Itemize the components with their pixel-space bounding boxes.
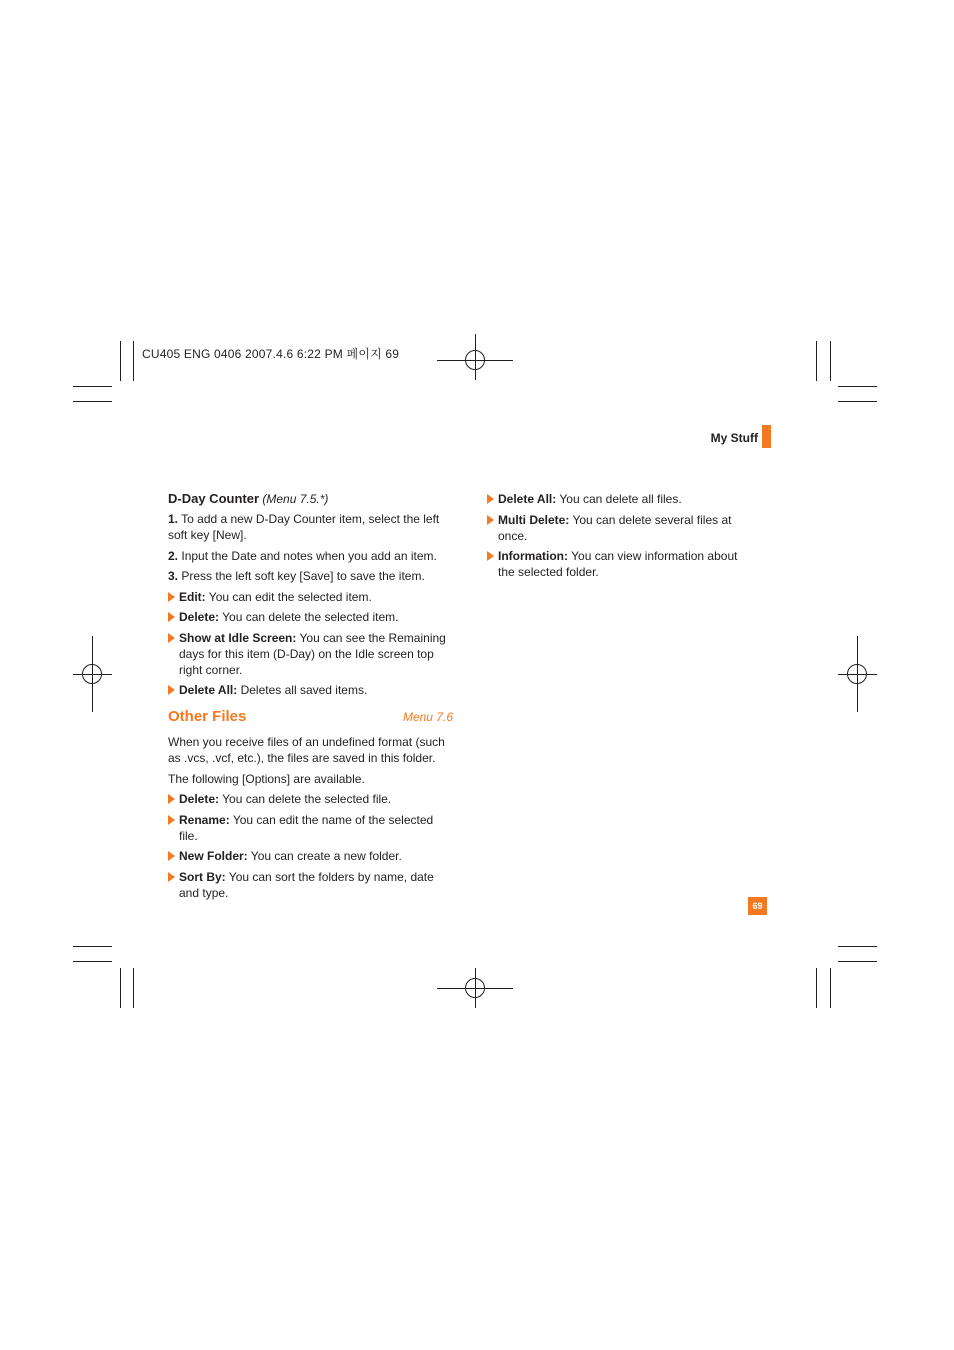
folder-options	[487, 491, 757, 580]
option-item	[487, 512, 757, 544]
step-item	[168, 548, 453, 564]
option-item	[487, 548, 757, 580]
option-term: Delete All:	[179, 683, 238, 697]
bullet-arrow-icon	[168, 612, 175, 622]
option-item	[168, 791, 453, 807]
section-header: My Stuff	[710, 431, 758, 445]
option-text: You can delete all files.	[559, 492, 682, 506]
step-text: To add a new D-Day Counter item, select the left soft key [New].	[168, 512, 440, 542]
other-files-options	[168, 791, 453, 901]
dday-title: D-Day Counter	[168, 491, 260, 506]
option-term: Sort By:	[179, 869, 226, 884]
option-term: New Folder:	[179, 849, 248, 863]
option-text: Deletes all saved items.	[240, 683, 368, 697]
step-item	[168, 511, 453, 543]
step-item	[168, 568, 453, 584]
option-item	[168, 589, 453, 605]
option-text: You can sort the folders by name, date and type.	[179, 869, 434, 900]
dday-steps	[168, 511, 453, 584]
right-column	[487, 491, 757, 585]
option-item	[168, 812, 453, 844]
option-item	[168, 848, 453, 864]
other-files-intro: When you receive files of an undefined format (such as .vcs, .vcf, etc.), the files are saved in this folder.	[168, 735, 445, 765]
bullet-arrow-icon	[487, 515, 494, 525]
option-text: You can view information about the selected folder.	[498, 549, 738, 579]
option-term: Delete:	[179, 610, 220, 624]
step-text: Press the left soft key [Save] to save the item.	[181, 569, 425, 583]
step-number: 3.	[168, 569, 179, 583]
option-term: Delete:	[179, 792, 220, 806]
option-term: Delete All:	[498, 492, 557, 506]
bullet-arrow-icon	[487, 551, 494, 561]
bullet-arrow-icon	[168, 872, 175, 882]
option-item	[168, 609, 453, 625]
bullet-arrow-icon	[168, 685, 175, 695]
section-tab-marker	[762, 425, 771, 448]
option-term: Information:	[498, 549, 568, 563]
page-number-badge	[748, 897, 767, 915]
bullet-arrow-icon	[168, 851, 175, 861]
option-text: You can see the Remaining days for this item (D-Day) on the Idle screen top right corner.	[179, 630, 446, 677]
option-term: Show at Idle Screen:	[179, 630, 297, 645]
option-text: You can delete several files at once.	[498, 512, 732, 543]
option-item	[168, 630, 453, 678]
bullet-arrow-icon	[168, 794, 175, 804]
option-text: You can edit the name of the selected file.	[179, 812, 434, 843]
option-text: You can delete the selected file.	[222, 792, 392, 806]
option-text: You can create a new folder.	[250, 849, 402, 863]
page-number: 69	[752, 901, 763, 911]
option-item	[168, 682, 453, 698]
step-text: Input the Date and notes when you add an item.	[181, 548, 437, 563]
option-term: Edit:	[179, 589, 206, 604]
option-text: You can delete the selected item.	[222, 610, 399, 624]
option-item	[168, 869, 453, 901]
bullet-arrow-icon	[168, 633, 175, 643]
dday-options	[168, 589, 453, 699]
step-number: 1.	[168, 512, 179, 526]
bullet-arrow-icon	[168, 592, 175, 602]
print-slug: CU405 ENG 0406 2007.4.6 6:22 PM 페이지 69	[142, 347, 400, 361]
left-column	[168, 491, 453, 905]
option-text: You can edit the selected item.	[208, 589, 372, 604]
step-number: 2.	[168, 548, 179, 563]
option-term: Multi Delete:	[498, 512, 570, 527]
bullet-arrow-icon	[168, 815, 175, 825]
other-files-title: Other Files	[168, 708, 247, 725]
option-term: Rename:	[179, 812, 230, 827]
options-intro: The following [Options] are available.	[168, 771, 365, 786]
option-item	[487, 491, 757, 507]
other-files-menu-ref: Menu 7.6	[402, 710, 453, 724]
bullet-arrow-icon	[487, 494, 494, 504]
dday-menu-ref: (Menu 7.5.*)	[262, 492, 329, 506]
